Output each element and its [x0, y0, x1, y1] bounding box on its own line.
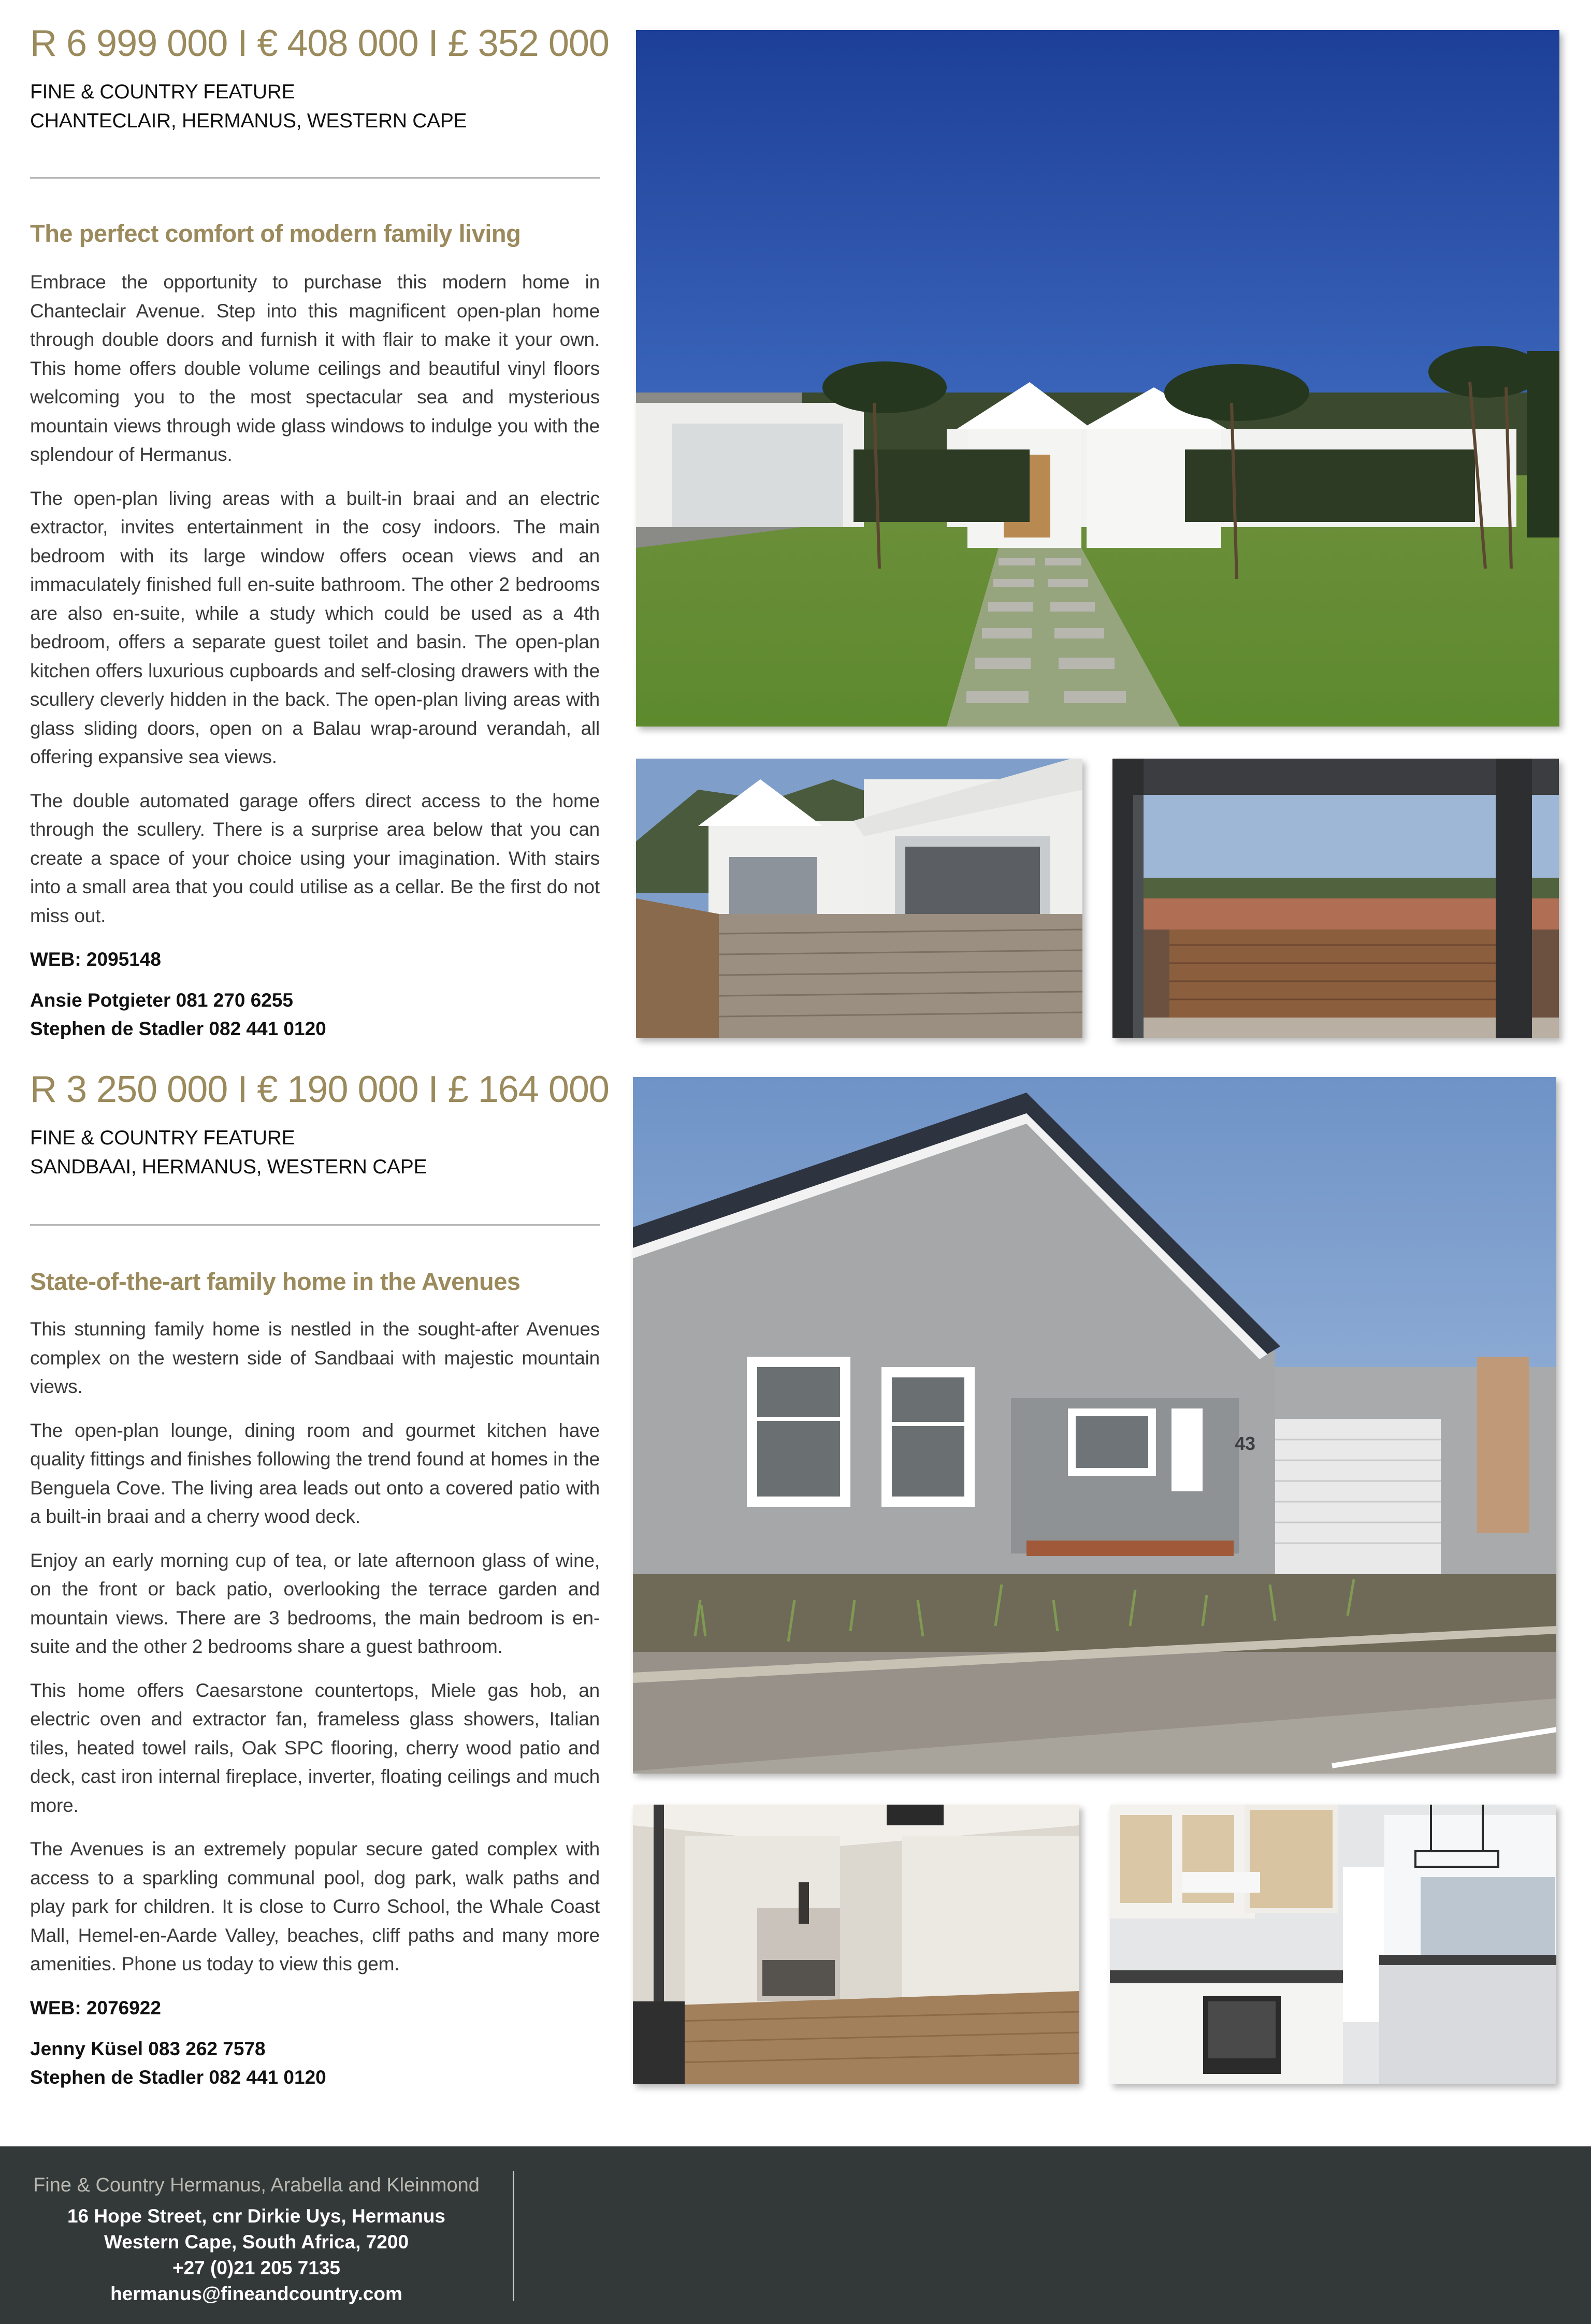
- footer-agency-name: Fine & Country Hermanus, Arabella and Kleinmond: [33, 2174, 480, 2196]
- listing-2-headline: State-of-the-art family home in the Avenues: [30, 1268, 520, 1295]
- listing-1-divider: [30, 177, 600, 179]
- house-number: 43: [1235, 1433, 1256, 1454]
- footer-phone: +27 (0)21 205 7135: [172, 2257, 341, 2278]
- listing-2-feature-label: [30, 1124, 600, 1182]
- listing-1-price: R 6 999 000 I € 408 000 I £ 352 000: [30, 23, 609, 64]
- listing-1-feature: FINE & COUNTRY FEATURE: [30, 81, 295, 103]
- footer-address-line: Western Cape, South Africa, 7200: [104, 2231, 409, 2253]
- listing-1-contact: Ansie Potgieter 081 270 6255: [30, 990, 294, 1011]
- listing-2-paragraph: The Avenues is an extremely popular secure gated complex with access to a sparkling communal pool, dog park, walk paths and play park for children. It is close to Curro School, the Whale Coast Mall, Hemel-en-Aarde Valley, beaches, cliff paths and many more amenities. Phone us today to view this gem.: [30, 1838, 600, 1975]
- listing-2-price: R 3 250 000 I € 190 000 I £ 164 000: [30, 1069, 609, 1110]
- listing-1-body: [30, 268, 600, 930]
- footer-email[interactable]: hermanus@fineandcountry.com: [110, 2283, 402, 2304]
- listing-1-location: CHANTECLAIR, HERMANUS, WESTERN CAPE: [30, 110, 467, 132]
- listing-2-paragraph: This home offers Caesarstone countertops, Miele gas hob, an electric oven and extractor fan, frameless glass showers, Italian tiles, heated towel rails, Oak SPC flooring, cherry wood patio and deck, cast iron internal fireplace, inverter, floating ceilings and much more.: [30, 1679, 600, 1816]
- listing-2-contact: Jenny Küsel 083 262 7578: [30, 2038, 266, 2059]
- listing-1-text: [30, 23, 609, 1043]
- footer-address-line: 16 Hope Street, cnr Dirkie Uys, Hermanus: [67, 2205, 445, 2227]
- listing-2-body: [30, 1315, 600, 1979]
- listing-1-headline: The perfect comfort of modern family living: [30, 220, 521, 247]
- listing-2-text: [30, 1069, 609, 2091]
- listing-2-location: SANDBAAI, HERMANUS, WESTERN CAPE: [30, 1156, 427, 1178]
- listing-2-contacts: [30, 2035, 600, 2091]
- agency-footer: [0, 2146, 1591, 2324]
- listing-2-paragraph: The open-plan lounge, dining room and gourmet kitchen have quality fittings and finishes following the trend found at homes in the Benguela Cove. The living area leads out onto a covered patio with a built-in braai and a cherry wood deck.: [30, 1419, 600, 1528]
- footer-divider: [513, 2171, 514, 2301]
- listing-2-web-reference: WEB: 2076922: [30, 1997, 161, 2018]
- listing-1-web-reference: WEB: 2095148: [30, 949, 161, 970]
- listing-1-paragraph: The open-plan living areas with a built-in braai and an electric extractor, invites entertainment in the cosy indoors. The main bedroom with its large window offers ocean views and an immaculately finished full en-suite bathroom. The other 2 bedrooms are also en-suite, while a study which could be used as a 4th bedroom, offers a separate guest toilet and basin. The open-plan kitchen offers luxurious cupboards and self-closing drawers with the scullery cleverly hidden in the back. The open-plan living areas with glass sliding doors, open on a Balau wrap-around verandah, all offering expansive sea views.: [30, 487, 600, 768]
- listing-2-contact: Stephen de Stadler 082 441 0120: [30, 2066, 326, 2088]
- listing-2-living-room-photo: [633, 1805, 1079, 2084]
- listing-2-kitchen-photo: [1110, 1805, 1556, 2084]
- listing-2-paragraph: This stunning family home is nestled in the sought-after Avenues complex on the western side of Sandbaai with majestic mountain views.: [30, 1318, 600, 1398]
- listing-1-paragraph: Embrace the opportunity to purchase this modern home in Chanteclair Avenue. Step into this magnificent open-plan home through double doors and furnish it with flair to make it your own. This home offers double volume ceilings and beautiful vinyl floors welcoming you to the most spectacular sea and mysterious mountain views through wide glass windows to indulge you with the splendour of Hermanus.: [30, 271, 600, 466]
- listing-1-contacts: [30, 986, 600, 1043]
- listing-1-feature-label: [30, 78, 600, 136]
- listing-1-deck-photo: [636, 759, 1082, 1038]
- listing-1-exterior-photo: [636, 30, 1559, 727]
- listing-2-divider: [30, 1224, 600, 1226]
- listing-1-paragraph: The double automated garage offers direct access to the home through the scullery. There is a surprise area below that you can create a space of your choice using your imagination. With stairs into a small area that you could utilise as a cellar. Be the first do not miss out.: [30, 790, 600, 926]
- listing-2-exterior-photo: [633, 1077, 1556, 1774]
- listing-2-feature: FINE & COUNTRY FEATURE: [30, 1127, 295, 1149]
- footer-contact-block: [0, 2172, 513, 2307]
- listing-1-contact: Stephen de Stadler 082 441 0120: [30, 1018, 326, 1040]
- listing-1-view-photo: [1112, 759, 1559, 1038]
- listing-2-paragraph: Enjoy an early morning cup of tea, or late afternoon glass of wine, on the front or back patio, overlooking the terrace garden and mountain views. There are 3 bedrooms, the main bedroom is en-suite and the other 2 bedrooms share a guest bathroom.: [30, 1549, 600, 1658]
